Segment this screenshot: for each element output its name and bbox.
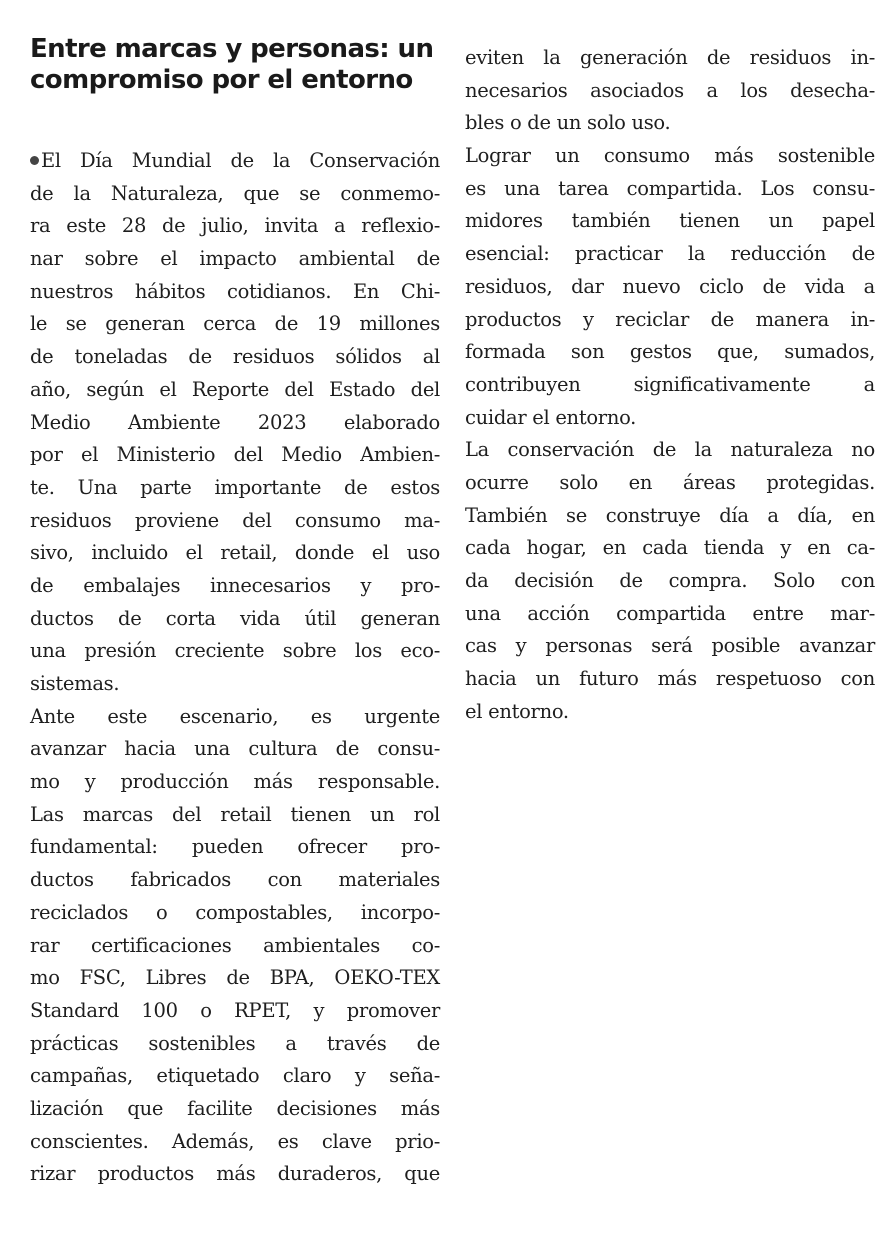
text-line: esencial: practicar la reducción de [465, 242, 875, 266]
text-line: le se generan cerca de 19 millones [30, 312, 440, 336]
text-line: da decisión de compra. Solo con [465, 569, 875, 592]
text-line: formada son gestos que, sumados, [465, 340, 875, 364]
text-line: de toneladas de residuos sólidos al [30, 345, 440, 369]
text-line: el entorno. [465, 699, 569, 723]
bullet-icon [30, 156, 39, 165]
text-line-content: El Día Mundial de la Conservación [41, 149, 440, 172]
text-line: cuidar el entorno. [465, 405, 637, 429]
text-line: campañas, etiquetado claro y seña- [30, 1064, 440, 1088]
text-line: nuestros hábitos cotidianos. En Chi- [30, 279, 440, 303]
article-column-left [30, 145, 440, 1191]
text-line: También se construye día a día, en [465, 503, 875, 527]
article-column-right [465, 42, 875, 728]
text-line: hacia un futuro más respetuoso con [465, 667, 875, 691]
text-line: ra este 28 de julio, invita a reflexio- [30, 214, 440, 238]
text-line: de la Naturaleza, que se conmemo- [30, 181, 440, 205]
text-line: prácticas sostenibles a través de [30, 1031, 440, 1055]
text-line [30, 145, 440, 178]
text-line: te. Una parte importante de estos [30, 475, 440, 499]
text-line: por el Ministerio del Medio Ambien- [30, 443, 440, 467]
text-line: conscientes. Además, es clave prio- [30, 1129, 440, 1153]
text-line: Ante este escenario, es urgente [30, 704, 440, 728]
title-line: Entre marcas y personas: un [30, 34, 434, 64]
text-line: mo y producción más responsable. [30, 770, 440, 794]
text-line: ductos de corta vida útil generan [30, 606, 440, 630]
text-line: contribuyen significativamente a [465, 372, 875, 396]
article-title [30, 34, 434, 96]
title-line: compromiso por el entorno [30, 65, 413, 95]
text-line: reciclados o compostables, incorpo- [30, 900, 440, 924]
text-line: residuos proviene del consumo ma- [30, 508, 440, 532]
text-line: una presión creciente sobre los eco- [30, 639, 440, 663]
text-line: cada hogar, en cada tienda y en ca- [465, 536, 875, 560]
text-line: es una tarea compartida. Los consu- [465, 176, 875, 200]
text-line: eviten la generación de residuos in- [465, 46, 875, 69]
text-line: mo FSC, Libres de BPA, OEKO-TEX [30, 966, 440, 990]
text-line: Lograr un consumo más sostenible [465, 144, 875, 168]
text-line: cas y personas será posible avanzar [465, 634, 875, 658]
text-line: avanzar hacia una cultura de consu- [30, 737, 440, 761]
text-line: año, según el Reporte del Estado del [30, 377, 440, 401]
text-line: Medio Ambiente 2023 elaborado [30, 410, 440, 434]
text-line: La conservación de la naturaleza no [465, 438, 875, 462]
text-line: lización que facilite decisiones más [30, 1096, 440, 1120]
text-line: sivo, incluido el retail, donde el uso [30, 541, 440, 565]
text-line: productos y reciclar de manera in- [465, 307, 875, 331]
text-line: Standard 100 o RPET, y promover [30, 998, 440, 1022]
text-line: sistemas. [30, 672, 120, 695]
text-line: de embalajes innecesarios y pro- [30, 573, 440, 597]
text-line: nar sobre el impacto ambiental de [30, 247, 440, 271]
text-line: rar certificaciones ambientales co- [30, 933, 440, 957]
text-line: fundamental: pueden ofrecer pro- [30, 835, 440, 859]
text-line: midores también tienen un papel [465, 209, 875, 233]
text-line: residuos, dar nuevo ciclo de vida a [465, 274, 875, 298]
text-line: rizar productos más duraderos, que [30, 1162, 440, 1186]
text-line: bles o de un solo uso. [465, 111, 671, 135]
text-line: una acción compartida entre mar- [465, 601, 875, 625]
text-line: ductos fabricados con materiales [30, 868, 440, 892]
text-line: necesarios asociados a los desecha- [465, 78, 875, 102]
text-line: ocurre solo en áreas protegidas. [465, 470, 875, 494]
text-line: Las marcas del retail tienen un rol [30, 802, 440, 826]
